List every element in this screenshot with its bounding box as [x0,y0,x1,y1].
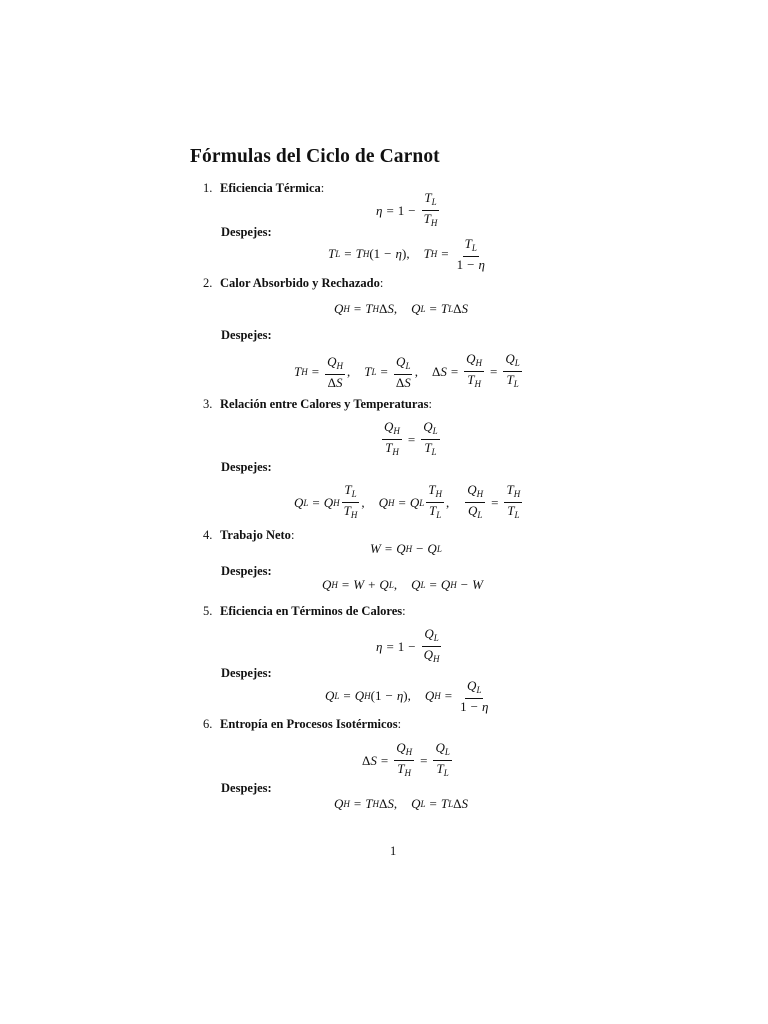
math-glyph: L [303,497,309,508]
math-glyph: H [392,447,399,457]
math-glyph [465,678,483,699]
equation-efficiency [376,190,441,231]
math-glyph [394,375,413,390]
math-glyph: T [364,363,372,379]
math-glyph: L [433,633,439,643]
math-glyph: = [384,541,393,556]
math-glyph: Q [379,577,389,592]
math-glyph: H [362,249,370,259]
math-glyph: T [343,503,351,518]
math-glyph: H [343,304,350,314]
math-glyph: Q [384,419,394,434]
math-glyph: Q [505,351,515,366]
math-glyph: T [464,236,472,251]
math-glyph [421,419,439,460]
math-glyph: L [436,510,442,520]
math-glyph [382,419,402,460]
math-glyph: W [370,541,381,556]
math-glyph [463,236,479,257]
item-label: Eficiencia Térmica [220,181,321,195]
math-glyph [326,375,345,390]
math-glyph: − [384,246,392,261]
math-glyph: Q [378,494,389,510]
math-glyph: T [328,246,336,261]
math-glyph: = [441,246,449,261]
equation-entropy [362,740,454,781]
math-glyph: L [514,510,520,520]
math-glyph [458,678,490,714]
item-5-heading: 5. Eficiencia en Términos de Calores: [203,604,406,618]
math-glyph: η [395,246,402,261]
math-glyph [422,647,442,667]
math-glyph: H [336,360,343,371]
math-glyph: L [432,426,438,436]
math-glyph: 1 [397,638,405,654]
math-glyph: , [446,494,450,510]
math-glyph: = [380,363,388,379]
math-glyph: H [331,580,338,590]
math-glyph [465,482,485,523]
math-glyph: L [431,197,437,207]
math-glyph: L [431,447,437,457]
equation-despejes-5 [325,678,492,714]
math-glyph: H [301,366,308,377]
math-glyph: Δ [327,374,336,390]
math-glyph [427,503,443,523]
math-glyph: Q [423,647,434,662]
math-glyph: H [372,799,379,809]
math-glyph: T [506,482,514,497]
equation-efficiency-heat [376,626,444,667]
math-glyph: T [424,190,432,205]
math-glyph: L [419,497,425,508]
math-glyph: S [440,363,447,379]
math-glyph [394,740,414,781]
math-glyph: 1 [397,202,405,218]
math-glyph: H [405,544,413,554]
math-glyph [458,699,490,714]
math-glyph: Q [440,577,451,592]
math-glyph: H [405,747,413,757]
math-glyph: H [430,218,438,228]
equation-ratio [380,419,442,460]
math-glyph: Q [423,419,433,434]
math-glyph: − [460,577,469,592]
math-glyph: L [334,691,340,701]
item-number: 1. [203,181,213,195]
math-glyph: ( [370,688,375,703]
math-glyph [394,354,413,390]
math-glyph: L [448,304,454,314]
math-glyph: T [428,482,436,497]
math-glyph: Q [424,688,435,703]
math-glyph: H [343,799,350,809]
math-glyph [426,482,444,523]
math-glyph: = [398,494,406,510]
math-glyph [465,482,485,503]
math-glyph [422,211,440,231]
math-glyph: Q [354,688,365,703]
math-glyph: S [387,796,394,811]
equation-despejes-2 [294,351,524,392]
math-glyph: T [436,761,444,776]
math-glyph: W [353,577,365,592]
math-glyph: H [333,497,340,508]
math-glyph [422,190,438,211]
math-glyph: L [514,358,520,368]
math-glyph: Q [334,301,344,316]
math-glyph: T [429,503,437,518]
math-glyph: = [380,752,389,768]
math-glyph: T [397,761,405,776]
despejes-label: Despejes: [221,564,272,578]
math-glyph: Q [396,353,406,369]
math-glyph [422,440,438,460]
math-glyph [504,372,520,392]
math-glyph [325,354,345,390]
math-glyph: 1 [456,257,464,272]
math-glyph: L [351,489,357,499]
math-glyph: H [433,654,440,664]
math-glyph: = [353,796,362,811]
math-glyph: Δ [395,374,405,390]
math-glyph: L [405,360,411,371]
math-glyph [382,419,402,440]
math-glyph: − [416,541,424,556]
math-glyph: ) [403,688,408,703]
equation-despejes-3 [294,482,524,523]
math-glyph: Q [467,678,477,693]
math-glyph: L [477,510,483,520]
math-glyph [342,503,360,523]
math-glyph [503,351,521,392]
despejes-label: Despejes: [221,328,272,342]
math-glyph [395,761,413,781]
math-glyph: H [404,768,412,778]
math-glyph [342,482,358,503]
math-glyph [455,236,487,272]
math-glyph: T [440,301,449,316]
math-glyph: Δ [362,752,371,768]
math-glyph: − [467,257,475,272]
math-glyph: H [476,489,484,499]
math-glyph: Q [467,482,477,497]
math-glyph: Q [322,577,332,592]
math-glyph: = [312,494,320,510]
math-glyph: Q [396,740,406,755]
math-glyph [503,351,521,372]
math-glyph: Q [334,796,344,811]
math-glyph: , [414,363,418,379]
math-glyph [422,626,440,647]
equation-despejes-4 [322,577,483,593]
math-glyph: , [406,246,410,261]
math-glyph: Δ [453,301,462,316]
math-glyph [504,482,522,503]
math-glyph [433,740,451,761]
math-glyph: , [346,363,351,379]
math-glyph: H [393,426,400,436]
math-glyph [394,354,412,375]
math-glyph: η [478,257,485,272]
math-glyph [421,419,439,440]
math-glyph: L [436,544,442,554]
math-glyph: L [388,580,394,590]
math-glyph: η [396,688,404,703]
math-glyph: H [372,304,379,314]
math-glyph: η [376,638,383,654]
math-glyph: , [361,494,365,510]
math-glyph: T [355,246,363,261]
math-glyph: = [420,752,428,768]
math-glyph: T [344,482,352,497]
math-glyph: = [344,246,352,261]
math-glyph: = [444,688,453,703]
math-glyph [422,626,442,667]
math-glyph: T [365,796,373,811]
math-glyph: Q [411,301,421,316]
math-glyph: Q [411,577,421,592]
math-glyph: L [443,768,449,778]
math-glyph: S [404,374,411,390]
math-glyph: L [448,799,454,809]
item-4-heading: 4. Trabajo Neto: [203,528,295,542]
math-glyph: Δ [453,796,462,811]
math-glyph: T [365,301,373,316]
math-glyph [383,440,401,460]
math-glyph [455,257,487,272]
math-glyph: S [461,796,468,811]
math-glyph: S [387,301,394,316]
despejes-label: Despejes: [221,460,272,474]
equation-work [370,541,442,557]
math-glyph: T [294,363,302,379]
math-glyph: Q [294,494,304,510]
math-glyph: = [429,577,437,592]
math-glyph: Q [435,740,445,755]
equation-despejes-6 [334,796,468,812]
math-glyph: Q [411,796,421,811]
math-glyph: S [461,301,468,316]
math-glyph: = [386,202,394,218]
math-glyph: T [440,796,449,811]
math-glyph [505,503,521,523]
math-glyph [464,351,484,392]
math-glyph: η [376,202,383,218]
math-glyph: Q [467,503,478,518]
math-glyph: T [507,503,515,518]
despejes-label: Despejes: [221,666,272,680]
math-glyph: Δ [431,363,441,379]
math-glyph: = [353,301,362,316]
math-glyph [504,482,522,523]
math-glyph: H [434,691,441,701]
math-glyph [433,740,451,781]
math-glyph [422,190,440,231]
math-glyph [465,372,483,392]
math-glyph: + [368,577,376,592]
equation-heat [334,301,468,317]
math-glyph: = [407,431,416,447]
math-glyph: − [470,699,478,714]
math-glyph: T [424,440,432,455]
math-glyph: Q [466,351,476,366]
math-glyph: T [506,372,514,387]
item-3-heading: 3. Relación entre Calores y Temperaturas: [203,397,433,411]
math-glyph: − [385,688,393,703]
math-glyph: = [491,494,499,510]
math-glyph: S [335,374,343,390]
math-glyph: L [476,685,482,695]
math-glyph: 1 [460,699,467,714]
math-glyph [464,351,484,372]
math-glyph: Q [396,541,406,556]
math-glyph [325,354,345,375]
math-glyph: − [408,202,416,218]
math-glyph [342,482,360,523]
equation-despejes-1 [328,236,489,272]
math-glyph: 1 [373,246,381,261]
math-glyph: Q [424,626,434,641]
math-glyph: H [513,489,521,499]
item-1-heading: 1. Eficiencia Térmica: [203,181,325,195]
math-glyph: L [471,243,477,253]
math-glyph: L [371,366,377,377]
despejes-label: Despejes: [221,225,272,239]
math-glyph: , [393,301,398,316]
math-glyph [435,761,451,781]
math-glyph: T [467,372,475,387]
page-title: Fórmulas del Ciclo de Carnot [190,146,440,167]
math-glyph: ( [369,246,374,261]
math-glyph: = [450,363,459,379]
math-glyph: Q [325,688,335,703]
math-glyph: H [435,489,442,499]
math-glyph: = [311,363,320,379]
math-glyph: Δ [378,796,388,811]
math-glyph: ) [401,246,407,261]
math-glyph: W [472,577,483,592]
math-glyph: H [430,249,438,259]
math-glyph: H [450,580,457,590]
math-glyph: = [386,638,394,654]
math-glyph: S [370,752,377,768]
math-glyph: η [481,699,489,714]
math-glyph [394,740,414,761]
math-glyph: L [335,249,341,259]
despejes-label: Despejes: [221,781,272,795]
math-glyph: = [490,363,498,379]
math-glyph: − [408,638,416,654]
math-glyph: H [475,358,483,368]
math-glyph: , [407,688,411,703]
math-glyph: L [420,304,426,314]
math-glyph: L [513,379,519,389]
math-glyph: = [429,301,437,316]
math-glyph: Q [427,541,437,556]
item-6-heading: 6. Entropía en Procesos Isotérmicos: [203,717,402,731]
math-glyph [426,482,444,503]
math-glyph: Q [327,353,337,369]
math-glyph: 1 [374,688,382,703]
math-glyph: = [341,577,350,592]
page-number: 1 [390,844,397,858]
math-glyph: L [444,747,450,757]
math-glyph: Q [409,494,420,510]
math-glyph: , [393,796,398,811]
math-glyph: T [423,246,431,261]
math-glyph: Δ [378,301,388,316]
math-glyph: H [364,691,371,701]
math-glyph: H [474,379,481,389]
math-glyph: H [388,497,395,508]
math-glyph: = [343,688,351,703]
math-glyph: H [350,510,358,520]
math-glyph: = [429,796,437,811]
math-glyph: , [393,577,398,592]
item-2-heading: 2. Calor Absorbido y Rechazado: [203,276,384,290]
math-glyph [466,503,484,523]
math-glyph: L [420,580,426,590]
math-glyph: L [420,799,426,809]
math-glyph: T [385,440,393,455]
math-glyph: T [423,211,431,226]
math-glyph: Q [323,494,334,510]
